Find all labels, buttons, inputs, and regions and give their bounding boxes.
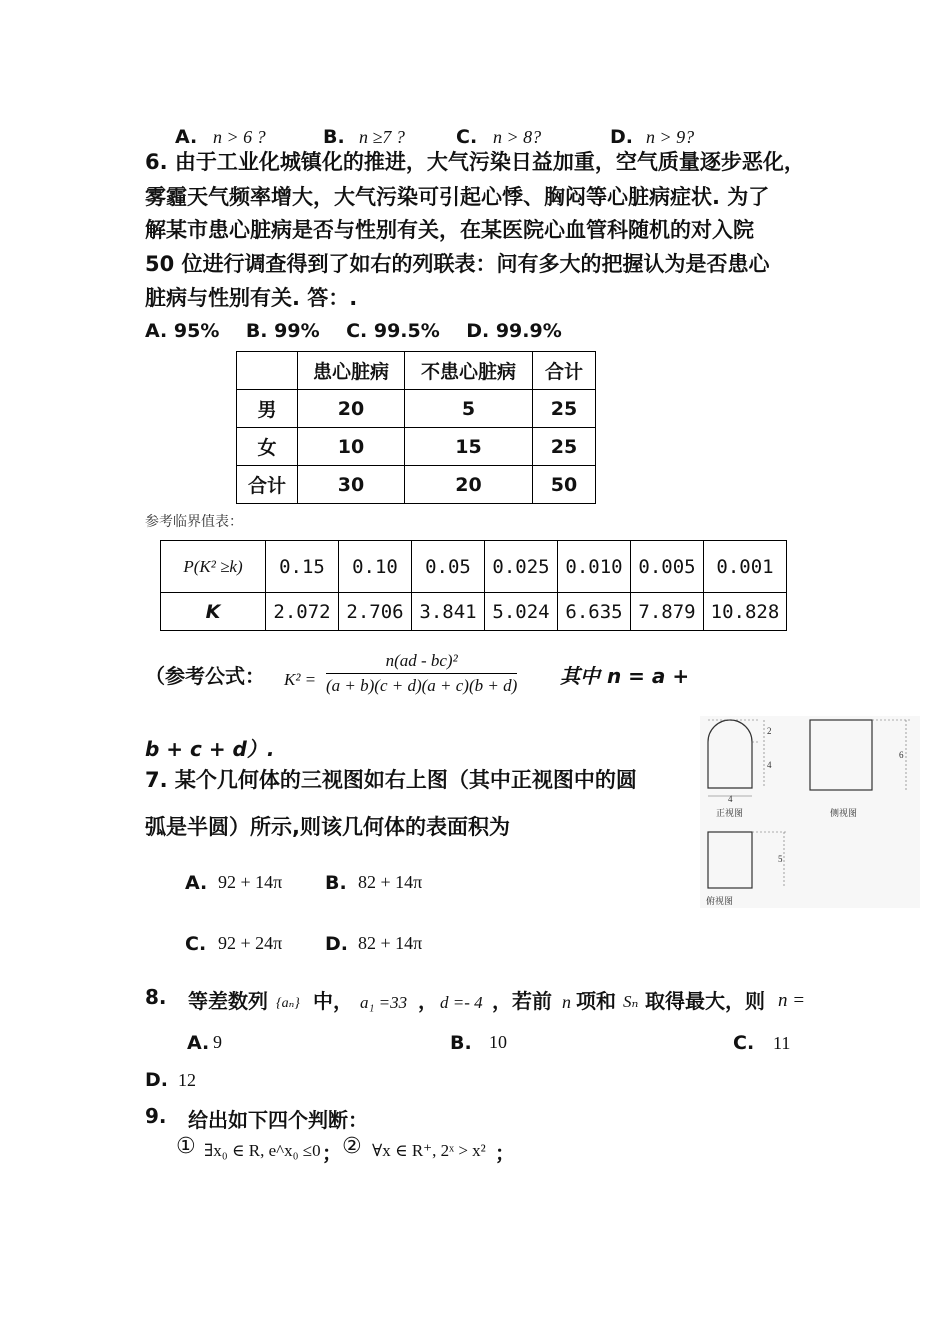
table-cell: 0.010 bbox=[558, 541, 631, 593]
table-cell: 2.072 bbox=[266, 593, 339, 631]
table-cell: 10.828 bbox=[704, 593, 787, 631]
q6-line-1: 6. 由于工业化城镇化的推进，大气污染日益加重，空气质量逐步恶化， bbox=[145, 150, 805, 174]
q8-text-5: 取得最大，则 bbox=[645, 989, 765, 1013]
q8-number: 8. bbox=[145, 985, 167, 1009]
q8-option-c-value: 11 bbox=[773, 1033, 791, 1053]
q5-option-a-math: n > 6 ? bbox=[213, 127, 266, 147]
table-cell: 20 bbox=[405, 466, 533, 504]
q7-line-2: 弧是半圆）所示,则该几何体的表面积为 bbox=[145, 815, 510, 839]
table-cell: 女 bbox=[237, 428, 298, 466]
side-view-label: 侧视图 bbox=[830, 808, 858, 818]
table-cell: 0.025 bbox=[485, 541, 558, 593]
table-cell: 15 bbox=[405, 428, 533, 466]
formula-prefix: （参考公式： bbox=[145, 664, 265, 688]
q8-separator: ， bbox=[418, 989, 438, 1013]
table-cell: 0.005 bbox=[631, 541, 704, 593]
q8-n: n bbox=[562, 992, 571, 1012]
q7-option-b-math: 82 + 14π bbox=[358, 872, 423, 892]
critical-value-table bbox=[160, 540, 787, 631]
formula-continuation: b + c + d）. bbox=[145, 737, 275, 761]
q5-option-b-math: n ≥7 ? bbox=[359, 127, 405, 147]
statement-2-end: ； bbox=[495, 1141, 515, 1165]
dim-4-horizontal-label: 4 bbox=[728, 794, 733, 804]
formula-lhs: K² = bbox=[284, 670, 317, 689]
table-cell: 25 bbox=[533, 428, 596, 466]
q7-option-a-math: 92 + 14π bbox=[218, 872, 283, 892]
q8-n-equals: n = bbox=[778, 990, 806, 1011]
k-label-cell: K bbox=[161, 593, 266, 631]
table-cell: 男 bbox=[237, 390, 298, 428]
critical-caption: 参考临界值表： bbox=[145, 515, 243, 530]
table-cell: 7.879 bbox=[631, 593, 704, 631]
table-cell: 5.024 bbox=[485, 593, 558, 631]
q8-option-a-label: A. bbox=[187, 1032, 210, 1054]
top-view-label: 俯视图 bbox=[706, 896, 734, 906]
q6-line-5: 脏病与性别有关. 答：. bbox=[145, 286, 358, 310]
table-cell: 30 bbox=[298, 466, 405, 504]
table-row bbox=[161, 593, 787, 631]
q5-option-b-label: B. bbox=[323, 126, 345, 148]
q8-option-c-label: C. bbox=[733, 1032, 755, 1054]
statement-1-marker: ① bbox=[176, 1134, 196, 1159]
formula-denominator: (a + b)(c + d)(a + c)(b + d) bbox=[326, 676, 518, 695]
formula-fraction bbox=[326, 651, 517, 696]
formula-suffix: 其中 n = a + bbox=[560, 664, 690, 688]
table-cell: 合计 bbox=[237, 466, 298, 504]
q8-option-d-label: D. bbox=[145, 1069, 168, 1091]
dim-5-label: 5 bbox=[778, 854, 783, 864]
q8-option-b-value: 10 bbox=[489, 1032, 507, 1052]
formula-numerator: n(ad - bc)² bbox=[326, 651, 517, 674]
statement-2-marker: ② bbox=[342, 1134, 362, 1159]
statement-2: ∀x ∈ R⁺, 2ˣ > x² bbox=[372, 1141, 486, 1160]
q7-option-b-label: B. bbox=[325, 872, 347, 894]
table-cell: 2.706 bbox=[339, 593, 412, 631]
q8-sequence: {aₙ} bbox=[276, 996, 300, 1011]
dim-4-vertical-label: 4 bbox=[767, 760, 772, 770]
q5-option-a-label: A. bbox=[175, 126, 198, 148]
q8-d: d =- 4 bbox=[440, 993, 483, 1012]
dim-6-label: 6 bbox=[899, 750, 904, 760]
q7-option-d-label: D. bbox=[325, 933, 348, 955]
q6-line-4: 50 位进行调查得到了如右的列联表：问有多大的把握认为是否患心 bbox=[145, 252, 770, 276]
front-view-label: 正视图 bbox=[716, 808, 744, 818]
table-row bbox=[237, 352, 596, 390]
q5-option-c-label: C. bbox=[456, 126, 478, 148]
table-cell: 0.15 bbox=[266, 541, 339, 593]
q8-option-a-value: 9 bbox=[213, 1032, 222, 1052]
q8-text-1: 等差数列 bbox=[188, 989, 268, 1013]
q8-text-4: 项和 bbox=[576, 989, 616, 1013]
table-cell: 6.635 bbox=[558, 593, 631, 631]
q5-option-d-label: D. bbox=[610, 126, 633, 148]
q8-option-d-value: 12 bbox=[178, 1070, 196, 1090]
q6-line-2: 雾霾天气频率增大，大气污染可引起心悸、胸闷等心脏病症状. 为了 bbox=[145, 185, 770, 209]
q8-sn: Sₙ bbox=[623, 992, 639, 1011]
table-cell: 10 bbox=[298, 428, 405, 466]
q8-text-3: ，若前 bbox=[492, 989, 552, 1013]
statement-1: ∃x₀ ∈ R, e^x₀ ≤0 bbox=[204, 1141, 321, 1160]
q7-line-1: 7. 某个几何体的三视图如右上图（其中正视图中的圆 bbox=[145, 768, 637, 792]
table-row bbox=[161, 541, 787, 593]
q6-line-3: 解某市患心脏病是否与性别有关，在某医院心血管科随机的对入院 bbox=[145, 218, 754, 242]
table-cell: 5 bbox=[405, 390, 533, 428]
contingency-table bbox=[236, 351, 596, 504]
table-row bbox=[237, 390, 596, 428]
q7-option-a-label: A. bbox=[185, 872, 208, 894]
q9-number: 9. bbox=[145, 1104, 167, 1128]
table-cell: 20 bbox=[298, 390, 405, 428]
table-cell bbox=[237, 352, 298, 390]
table-header: 不患心脏病 bbox=[405, 352, 533, 390]
q9-text: 给出如下四个判断： bbox=[188, 1108, 368, 1132]
table-cell: 50 bbox=[533, 466, 596, 504]
q7-option-c-label: C. bbox=[185, 933, 207, 955]
q8-text-2: 中， bbox=[313, 989, 353, 1013]
statement-1-end: ； bbox=[322, 1141, 342, 1165]
table-cell: 0.05 bbox=[412, 541, 485, 593]
q5-option-c-math: n > 8? bbox=[493, 127, 542, 147]
table-row bbox=[237, 428, 596, 466]
q8-option-b-label: B. bbox=[450, 1032, 472, 1054]
table-header: 合计 bbox=[533, 352, 596, 390]
q6-options: A. 95% B. 99% C. 99.5% D. 99.9% bbox=[145, 320, 562, 342]
table-cell: 0.001 bbox=[704, 541, 787, 593]
q8-a1: a₁ =33 bbox=[360, 993, 408, 1012]
dim-2-label: 2 bbox=[767, 726, 772, 736]
table-header: 患心脏病 bbox=[298, 352, 405, 390]
three-view-figure bbox=[700, 716, 920, 908]
table-cell: 25 bbox=[533, 390, 596, 428]
table-cell: 0.10 bbox=[339, 541, 412, 593]
table-row bbox=[237, 466, 596, 504]
q7-option-d-math: 82 + 14π bbox=[358, 933, 423, 953]
q7-option-c-math: 92 + 24π bbox=[218, 933, 283, 953]
table-cell: 3.841 bbox=[412, 593, 485, 631]
q5-option-d-math: n > 9? bbox=[646, 127, 695, 147]
p-label-cell: P(K² ≥k) bbox=[161, 541, 266, 593]
